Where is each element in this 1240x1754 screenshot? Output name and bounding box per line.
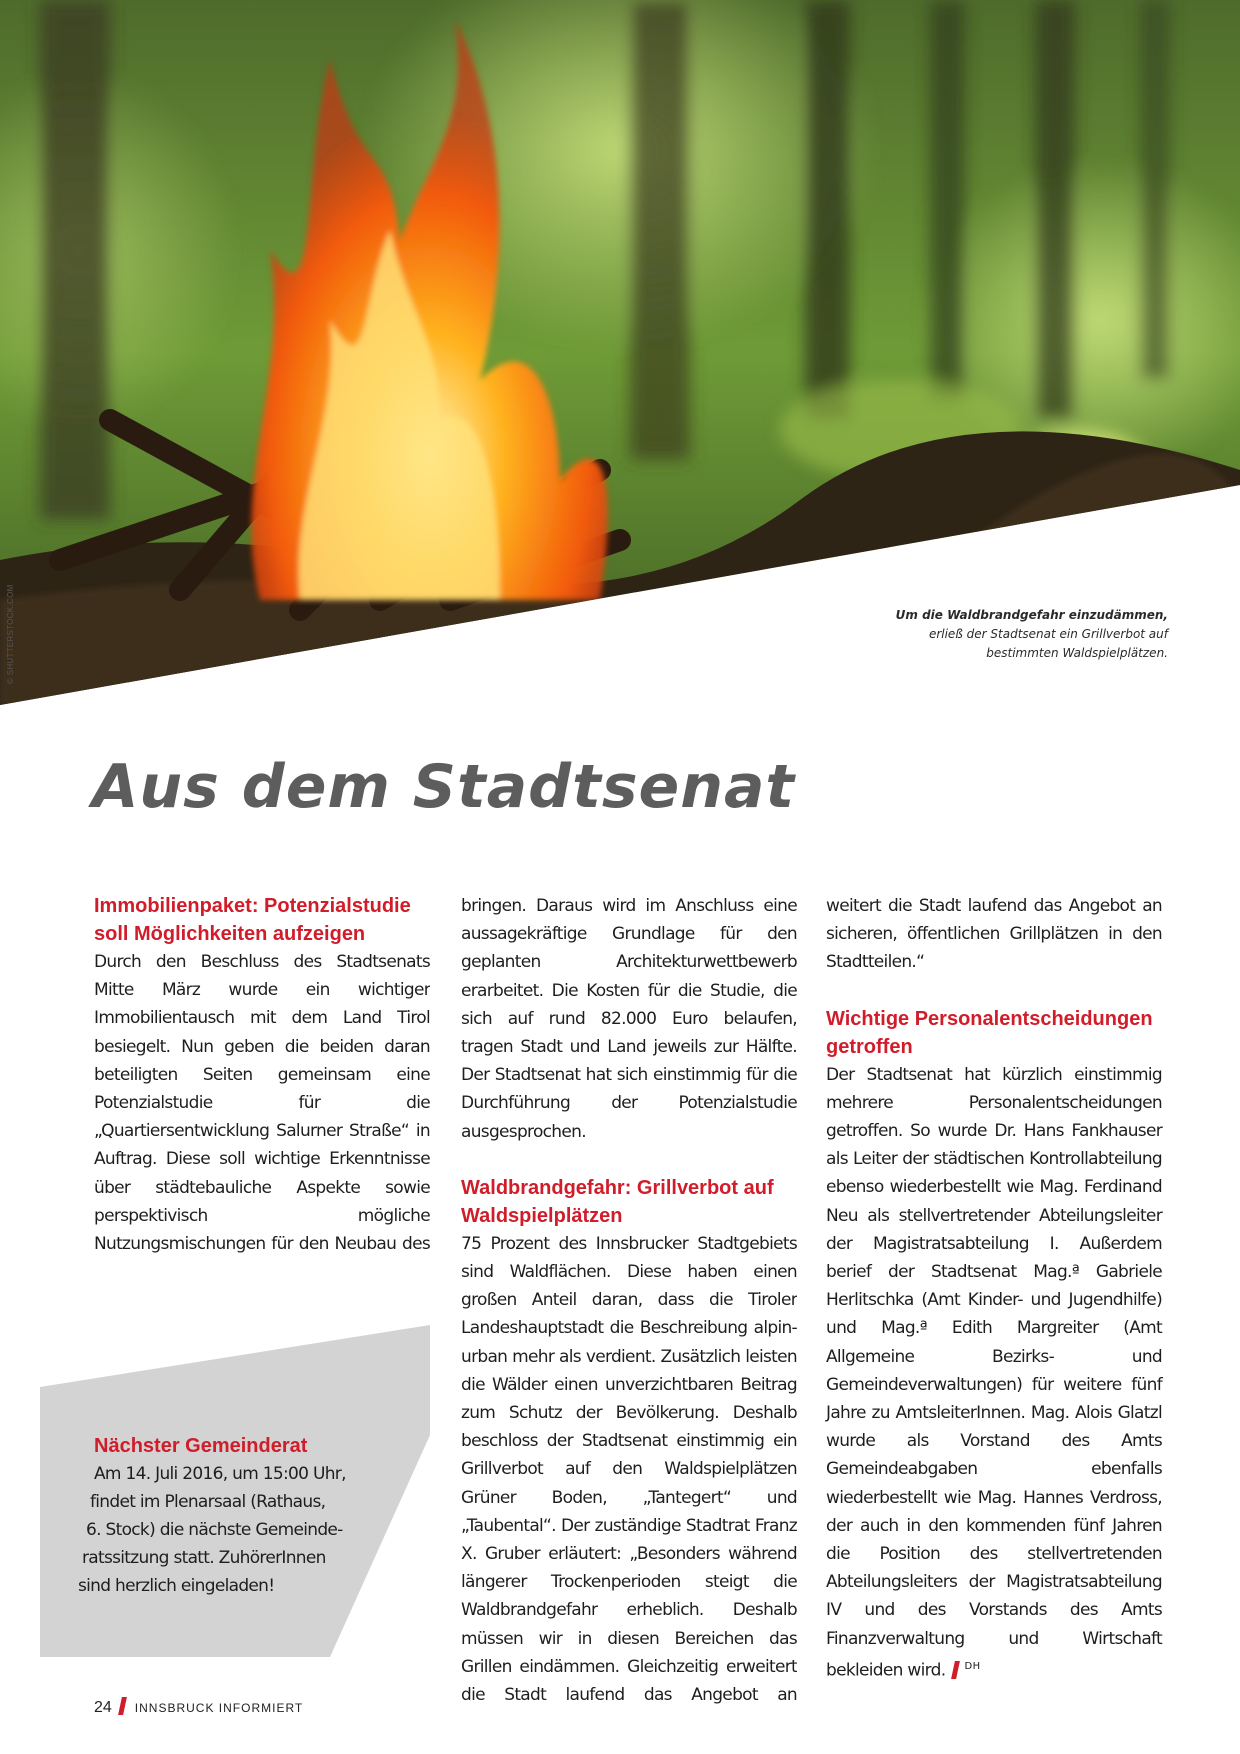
photo-credit: © SHUTTERSTOCK.COM — [6, 584, 15, 684]
notice-line: Am 14. Juli 2016, um 15:00 Uhr, — [94, 1464, 346, 1484]
notice-line: sind herzlich eingeladen! — [78, 1576, 275, 1596]
article-1-text: Durch den Beschluss des Stadtsenats Mitte März wurde ein wichtiger Immobilientausch mit dem Land Tirol besiegelt. Nun geben die beiden daran beteiligten Seiten gemeinsam eine Potenzialstudie für die „Quartiersentwicklung Salurner Straße“ in Auftrag. Diese soll wichtige Erkenntnisse über städtebauliche Aspekte sowie perspektivisch mögliche Nutzungsmischungen für den Neubau des — [94, 952, 430, 1255]
article-1-continued: bringen. Daraus wird im Anschluss eine aussagekräftige Grundlage für den geplanten Architekturwettbewerb erarbeitet. Die Kosten für die Studie, die sich auf rund 82.000 Euro belaufen, tragen Stadt und Land jeweils zur Hälfte. Der Stadtsenat hat sich einstimmig für die Durchführung der Potenzialstudie ausgesprochen. — [461, 896, 797, 1142]
column-3 — [826, 892, 1162, 1685]
page-number: 24 — [94, 1699, 112, 1716]
campfire-photo — [0, 0, 1240, 705]
article-3-text — [826, 1061, 1162, 1685]
page-footer — [94, 1697, 303, 1717]
notice-line: ratssitzung statt. ZuhörerInnen — [82, 1548, 326, 1568]
article-3-body: Der Stadtsenat hat kürzlich einstimmig mehrere Personalentscheidungen getroffen. So wurde Dr. Hans Fankhauser als Leiter der städtischen Kontrollabteilung ebenso wiederbestellt wie Mag. Ferdinand Neu als stellvertretender Abteilungsleiter der Magistratsabteilung I. Außerdem berief der Stadtsenat Mag.ª Gabriele Herlitschka (Amt Kinder- und Jugendhilfe) und Mag.ª Edith Margreiter (Amt Allgemeine Bezirks- und Gemeindeverwaltungen) für weitere fünf Jahre zu AmtsleiterInnen. Mag. Alois Glatzl wurde als Vorstand des Amts Gemeindeabgaben ebenfalls wiederbestellt wie Mag. Hannes Verdross, der auch in den kommenden fünf Jahren die Position des stellvertretenden Abteilungsleiters der Magistratsabteilung IV und des Vorstands des Amts Finanzverwaltung und Wirtschaft bekleiden wird. — [826, 1064, 1162, 1681]
notice-line: findet im Plenarsaal (Rathaus, — [90, 1492, 326, 1512]
slash-mark — [118, 1697, 127, 1715]
page-title: Aus dem Stadtsenat — [92, 752, 796, 822]
article-3-heading: Wichtige Personalentscheidungen getroffen — [826, 1007, 1153, 1058]
notice-line: 6. Stock) die nächste Gemeinde- — [86, 1520, 343, 1540]
caption-lead: Um die Waldbrandgefahr einzudämmen, — [895, 608, 1168, 622]
author-initials: DH — [964, 1660, 981, 1672]
photo-caption — [880, 606, 1168, 663]
slash-mark — [952, 1661, 961, 1679]
article-2-text: 75 Prozent des Innsbrucker Stadtgebiets sind Waldflächen. Diese haben einen großen Anteil daran, dass die Tiroler Landeshauptstadt die Beschreibung alpin-urban mehr als verdient. Zusätzlich leisten die Wälder einen unverzichtbaren Beitrag zum Schutz der Bevölkerung. Deshalb beschloss der Stadtsenat einstimmig ein Grillverbot auf den Waldspielplätzen Grüner Boden, „Tantegert“ und „Taubental“. Der zuständige Stadtrat Franz X. Gruber erläutert: „Besonders während längerer Trockenperioden steigt die Waldbrandgefahr erheblich. Deshalb müssen wir in diesen Bereichen das Grillen eindämmen. Gleichzeitig erweitert die Stadt laufend das Angebot an — [461, 1233, 797, 1706]
publication-name: INNSBRUCK INFORMIERT — [134, 1701, 304, 1715]
column-1 — [94, 892, 430, 1258]
article-2-heading: Waldbrandgefahr: Grillverbot auf Waldspielplätzen — [461, 1176, 774, 1227]
notice-box — [78, 1432, 388, 1600]
notice-heading: Nächster Gemeinderat — [94, 1435, 308, 1457]
column-2 — [461, 892, 797, 1710]
caption-rest: erließ der Stadtsenat ein Grillverbot auf bestimmten Waldspielplätzen. — [928, 627, 1168, 660]
article-2-continued: weitert die Stadt laufend das Angebot an sicheren, öffentlichen Grillplätzen in den Stadtteilen.“ — [826, 896, 1162, 973]
article-1-heading: Immobilienpaket: Potenzialstudie soll Möglichkeiten aufzeigen — [94, 895, 411, 945]
